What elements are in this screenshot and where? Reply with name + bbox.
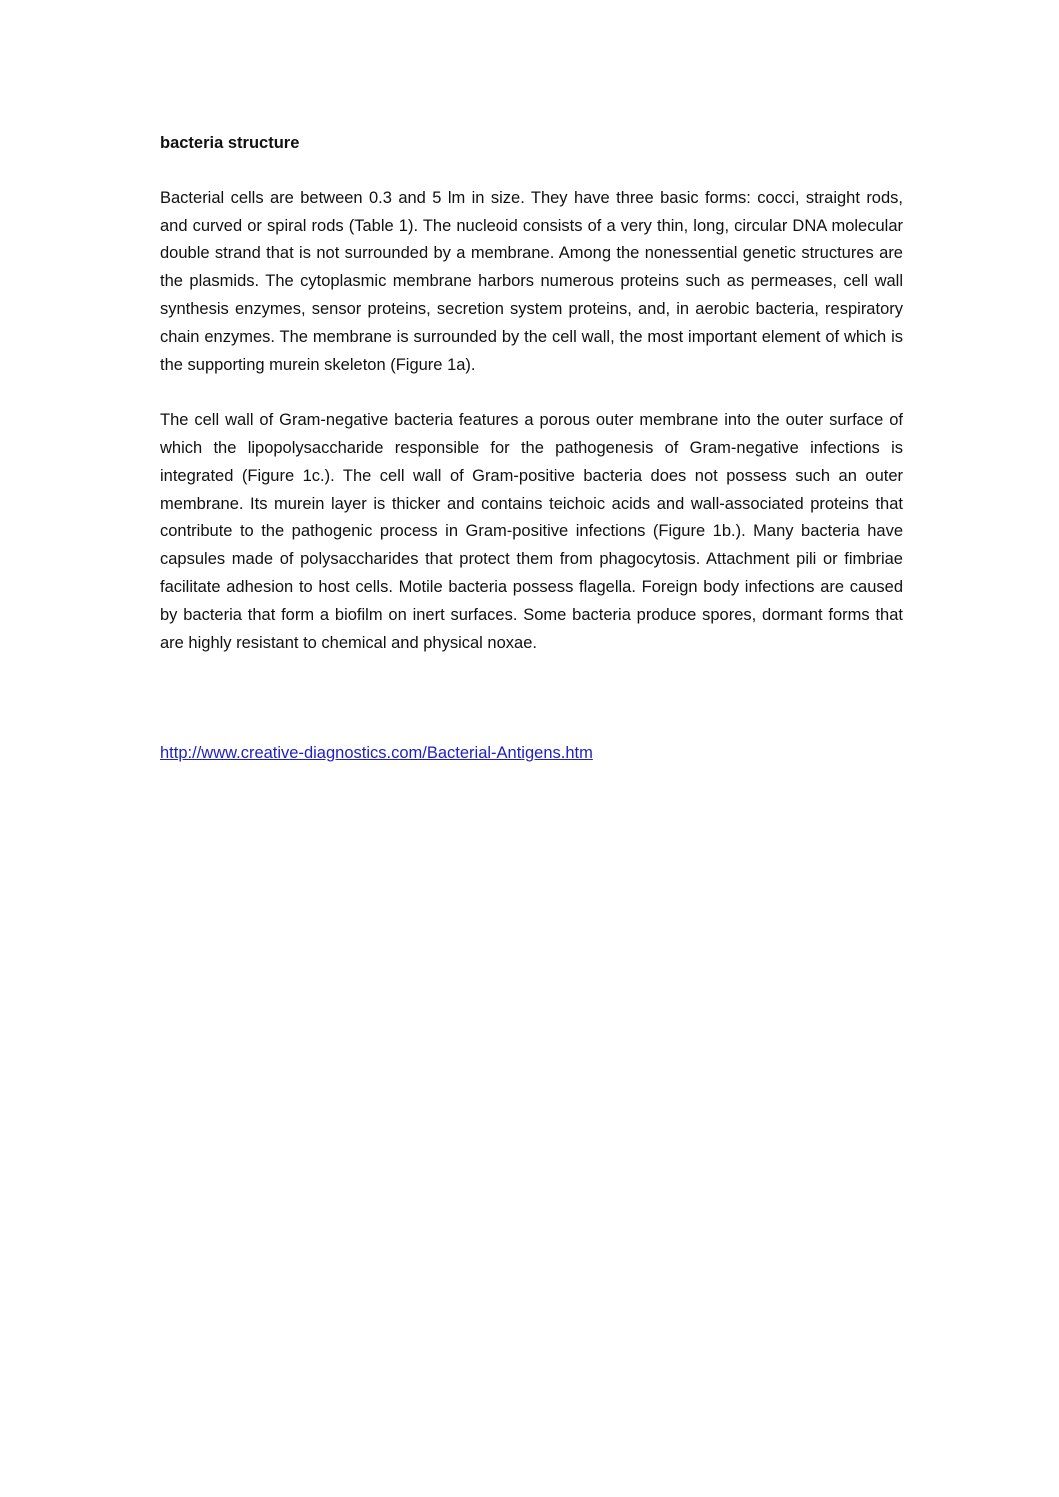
document-body <box>160 130 903 768</box>
source-link-container <box>160 740 903 768</box>
paragraph-cell-wall: The cell wall of Gram-negative bacteria features a porous outer membrane into the outer surface of which the lipopolysaccharide responsible for the pathogenesis of Gram-negative infections is integrated (Figure 1c.). The cell wall of Gram-positive bacteria does not possess such an outer membrane. Its murein layer is thicker and contains teichoic acids and wall-associated proteins that contribute to the pathogenic process in Gram-positive infections (Figure 1b.). Many bacteria have capsules made of polysaccharides that protect them from phagocytosis. Attachment pili or fimbriae facilitate adhesion to host cells. Motile bacteria possess flagella. Foreign body infections are caused by bacteria that form a biofilm on inert surfaces. Some bacteria produce spores, dormant forms that are highly resistant to chemical and physical noxae. <box>160 411 903 652</box>
document-title: bacteria structure <box>160 134 300 152</box>
source-link[interactable]: http://www.creative-diagnostics.com/Bacterial-Antigens.htm <box>160 744 593 763</box>
paragraph-bacterial-cells: Bacterial cells are between 0.3 and 5 lm in size. They have three basic forms: cocci, straight rods, and curved or spiral rods (Table 1). The nucleoid consists of a very thin, long, circular DNA molecular double strand that is not surrounded by a membrane. Among the nonessential genetic structures are the plasmids. The cytoplasmic membrane harbors numerous proteins such as permeases, cell wall synthesis enzymes, sensor proteins, secretion system proteins, and, in aerobic bacteria, respiratory chain enzymes. The membrane is surrounded by the cell wall, the most important element of which is the supporting murein skeleton (Figure 1a). <box>160 188 903 374</box>
